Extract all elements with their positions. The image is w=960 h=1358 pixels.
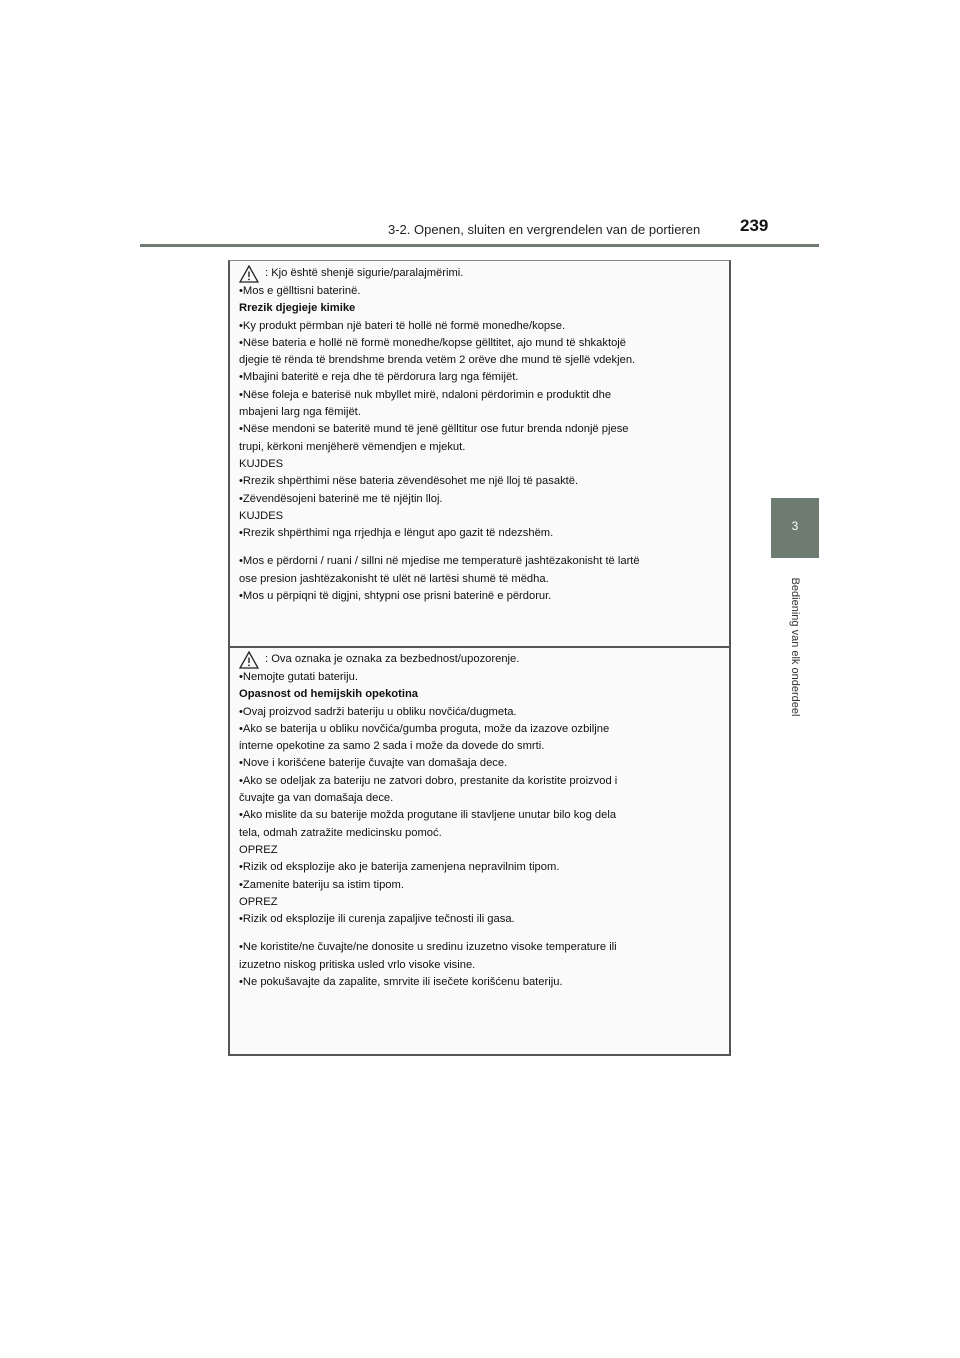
warning-line: •Zamenite bateriju sa istim tipom. [239,878,404,891]
albanian-warning-section [230,261,729,648]
warning-line: •Mos e përdorni / ruani / sillni në mjedise me temperaturë jashtëzakonisht të lartë [239,555,640,568]
caution-heading: KUJDES [239,509,284,522]
warning-line: •Nemojte gutati bateriju. [239,671,358,683]
scanned-warning-notice [228,260,731,1056]
warning-line: •Ne pokušavajte da zapalite, smrvite ili isečete korišćenu bateriju. [239,976,563,989]
warning-subheading: Opasnost od hemijskih opekotina [239,688,419,701]
warning-line: •Ne koristite/ne čuvajte/ne donosite u sredinu izuzetno visoke temperature ili [239,941,617,954]
chapter-label: Bediening van elk onderdeel [789,577,801,717]
warning-triangle-icon [239,651,259,669]
warning-symbol-text: : Kjo është shenjë sigurie/paralajmërimi. [265,267,464,280]
serbian-warning-section [230,647,729,1054]
warning-symbol-text: : Ova oznaka je oznaka za bezbednost/upozorenje. [265,653,520,666]
warning-line: •Ako se baterija u obliku novčića/gumba proguta, može da izazove ozbiljne [239,722,610,735]
warning-line: ose presion jashtëzakonisht të ulët në lartësi shumë të mëdha. [239,572,549,585]
chapter-tab: 3 [771,498,819,558]
warning-triangle-icon [239,265,259,283]
warning-line: tela, odmah zatražite medicinsku pomoć. [239,826,442,839]
warning-line: •Mos e gëlltisni baterinë. [239,285,361,297]
warning-line: •Rizik od eksplozije ili curenja zapaljive tečnosti ili gasa. [239,913,515,926]
header-divider [140,244,819,247]
warning-line: •Nëse foleja e baterisë nuk mbyllet mirë, ndaloni përdorimin e produktit dhe [239,388,612,401]
warning-line: izuzetno niskog pritiska usled vrlo visoke visine. [239,958,476,971]
warning-line: interne opekotine za samo 2 sada i može da dovede do smrti. [239,740,545,753]
warning-line: djegie të rënda të brendshme brenda vetëm 2 orëve dhe mund të sjellë vdekjen. [239,354,636,367]
warning-line: •Rrezik shpërthimi nga rrjedhja e lëngut apo gazit të ndezshëm. [239,527,554,540]
page-number: 239 [740,216,769,235]
warning-line: čuvajte ga van domašaja dece. [239,792,394,805]
section-title: 3-2. Openen, sluiten en vergrendelen van de portieren [388,222,701,237]
caution-heading: OPREZ [239,895,278,908]
warning-line: •Ako mislite da su baterije možda progutane ili stavljene unutar bilo kog dela [239,809,617,822]
caution-heading: KUJDES [239,457,284,470]
warning-line: •Ako se odeljak za bateriju ne zatvori dobro, prestanite da koristite proizvod i [239,774,618,787]
warning-line: •Rrezik shpërthimi nëse bateria zëvendësohet me një lloj të pasaktë. [239,475,579,488]
warning-line: •Nove i korišćene baterije čuvajte van domašaja dece. [239,757,508,770]
warning-line: •Rizik od eksplozije ako je baterija zamenjena nepravilnim tipom. [239,861,560,874]
warning-line: •Ky produkt përmban një bateri të hollë në formë monedhe/kopse. [239,319,566,332]
caution-heading: OPREZ [239,843,278,856]
warning-line: trupi, kërkoni menjëherë vëmendjen e mjekut. [239,440,466,453]
warning-line: •Nëse bateria e hollë në formë monedhe/kopse gëlltitet, ajo mund të shkaktojë [239,336,627,349]
warning-line: •Mos u përpiqni të digjni, shtypni ose prisni baterinë e përdorur. [239,590,552,603]
warning-subheading: Rrezik djegieje kimike [239,302,356,315]
warning-line: •Nëse mendoni se bateritë mund të jenë gëlltitur ose futur brenda ndonjë pjese [239,423,629,436]
warning-line: mbajeni larg nga fëmijët. [239,406,361,419]
warning-line: •Mbajini bateritë e reja dhe të përdorura larg nga fëmijët. [239,371,519,384]
warning-line: •Zëvendësojeni baterinë me të njëjtin lloj. [239,492,443,505]
warning-line: •Ovaj proizvod sadrži bateriju u obliku novčića/dugmeta. [239,705,517,718]
